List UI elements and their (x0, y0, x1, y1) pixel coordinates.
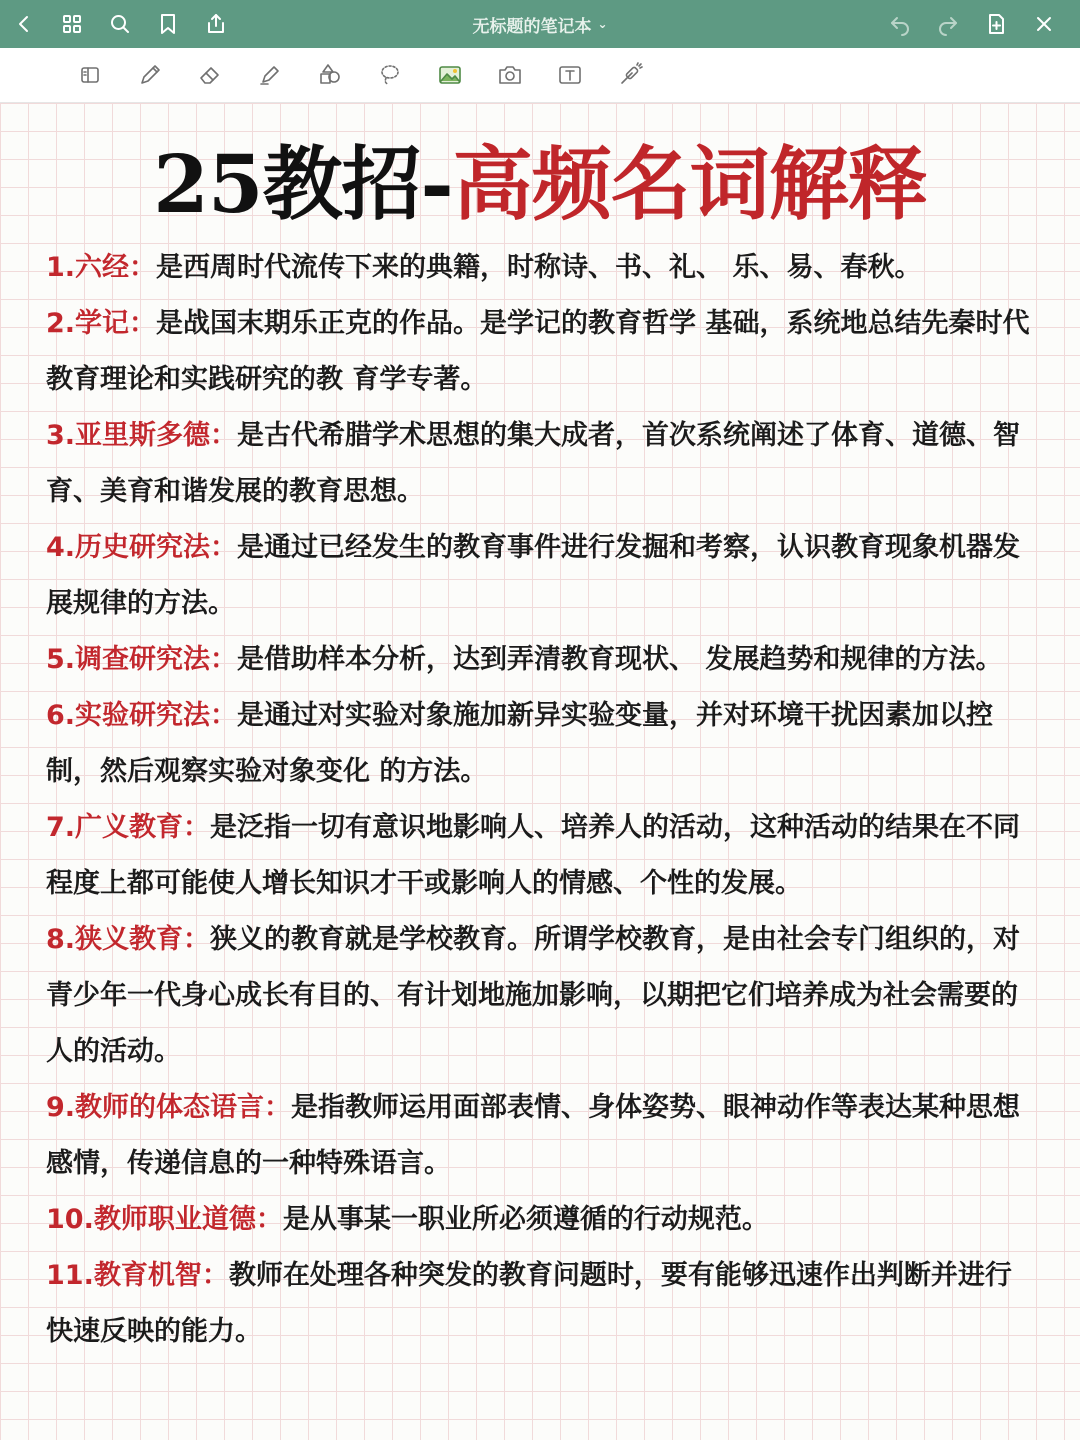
entry-definition: 狭义的教育就是学校教育。所谓学校教育，是由社会专门组织的，对青少年一代身心成长有目的、有计划地施加影响，以期把它们培养成为社会需要的人的活动。 (46, 924, 1021, 1067)
list-item (46, 408, 1036, 520)
add-page-icon[interactable] (980, 8, 1012, 40)
entry-number: 2. (46, 308, 76, 339)
reader-icon[interactable] (74, 59, 106, 91)
entry-number: 4. (46, 532, 76, 563)
entry-definition: 是通过对实验对象施加新异实验变量，并对环境干扰因素加以控制，然后观察实验对象变化 的方法。 (46, 700, 994, 787)
text-icon[interactable] (554, 59, 586, 91)
chevron-left-icon[interactable] (8, 8, 40, 40)
note-page[interactable] (0, 103, 1080, 1440)
list-item (46, 912, 1036, 1080)
entry-definition: 是通过已经发生的教育事件进行发掘和考察，认识教育现象机器发展规律的方法。 (46, 532, 1021, 619)
top-app-bar (0, 0, 1080, 48)
notebook-title-text: 无标题的笔记本 (472, 16, 592, 37)
entry-number: 7. (46, 812, 76, 843)
page-title-prefix: 25教招- (153, 137, 453, 231)
search-icon[interactable] (104, 8, 136, 40)
entry-definition: 是借助样本分析，达到弄清教育现状、 发展趋势和规律的方法。 (237, 644, 1003, 675)
laser-pointer-icon[interactable] (614, 59, 646, 91)
entry-number: 9. (46, 1092, 76, 1123)
eraser-icon[interactable] (194, 59, 226, 91)
entry-term: 亚里斯多德： (75, 420, 238, 451)
pen-icon[interactable] (134, 59, 166, 91)
grid-icon[interactable] (56, 8, 88, 40)
entry-term: 学记： (75, 308, 157, 339)
entry-number: 5. (46, 644, 76, 675)
entry-definition: 教师在处理各种突发的教育问题时，要有能够迅速作出判断并进行快速反映的能力。 (46, 1260, 1012, 1347)
camera-icon[interactable] (494, 59, 526, 91)
entry-term: 六经： (75, 252, 157, 283)
list-item (46, 688, 1036, 800)
entry-definition: 是从事某一职业所必须遵循的行动规范。 (282, 1204, 769, 1235)
list-item (46, 1080, 1036, 1192)
lasso-icon[interactable] (374, 59, 406, 91)
entry-definition: 是指教师运用面部表情、身体姿势、眼神动作等表达某种思想感情，传递信息的一种特殊语言。 (46, 1092, 1021, 1179)
entry-number: 6. (46, 700, 76, 731)
list-item (46, 800, 1036, 912)
entry-number: 1. (46, 252, 76, 283)
share-icon[interactable] (200, 8, 232, 40)
list-item (46, 296, 1036, 408)
bookmark-icon[interactable] (152, 8, 184, 40)
entry-definition: 是战国末期乐正克的作品。是学记的教育哲学 基础，系统地总结先秦时代教育理论和实践研究的教 育学专著。 (46, 308, 1030, 395)
shapes-icon[interactable] (314, 59, 346, 91)
page-title-highlight: 高频名词解释 (452, 137, 927, 231)
drawing-toolbar (0, 48, 1080, 103)
entry-term: 广义教育： (75, 812, 211, 843)
page-title (0, 136, 1080, 232)
list-item (46, 632, 1036, 688)
close-icon[interactable] (1028, 8, 1060, 40)
undo-icon[interactable] (884, 8, 916, 40)
entry-term: 调查研究法： (75, 644, 238, 675)
list-item (46, 240, 1036, 296)
image-icon[interactable] (434, 59, 466, 91)
entry-term: 教育机智： (93, 1260, 229, 1291)
entry-number: 11. (46, 1260, 94, 1291)
term-list (46, 240, 1036, 1360)
entry-term: 实验研究法： (75, 700, 238, 731)
notebook-title[interactable] (340, 0, 740, 48)
entry-term: 教师的体态语言： (75, 1092, 292, 1123)
list-item (46, 1248, 1036, 1360)
list-item (46, 520, 1036, 632)
entry-definition: 是古代希腊学术思想的集大成者，首次系统阐述了体育、道德、智育、美育和谐发展的教育思想。 (46, 420, 1021, 507)
entry-number: 8. (46, 924, 76, 955)
highlighter-icon[interactable] (254, 59, 286, 91)
entry-term: 教师职业道德： (93, 1204, 283, 1235)
chevron-down-icon: ⌄ (597, 17, 608, 31)
entry-term: 历史研究法： (75, 532, 238, 563)
redo-icon[interactable] (932, 8, 964, 40)
entry-number: 10. (46, 1204, 94, 1235)
entry-number: 3. (46, 420, 76, 451)
list-item (46, 1192, 1036, 1248)
entry-term: 狭义教育： (75, 924, 211, 955)
entry-definition: 是西周时代流传下来的典籍，时称诗、书、礼、 乐、易、春秋。 (156, 252, 922, 283)
entry-definition: 是泛指一切有意识地影响人、培养人的活动，这种活动的结果在不同程度上都可能使人增长知识才干或影响人的情感、个性的发展。 (46, 812, 1021, 899)
